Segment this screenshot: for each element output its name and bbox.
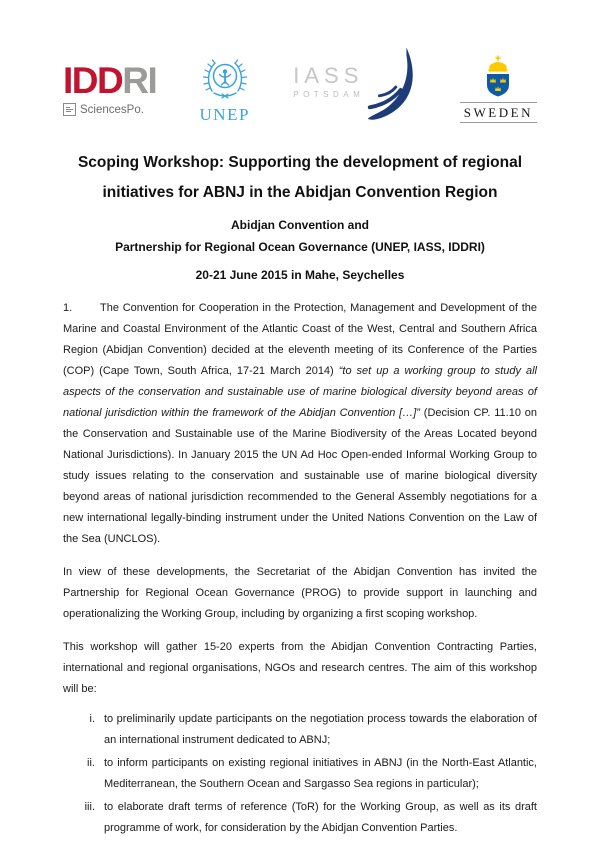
iddri-logo [63, 62, 156, 116]
unep-logo [198, 55, 252, 123]
paragraph-1-quote: “to set up a working group to study all aspects of the conservation and sustainable use of marine biological diversity beyond areas of national jurisdiction within the framework of the Abidjan Convention […]” [63, 365, 537, 419]
paragraph-3: This workshop will gather 15-20 experts from the Abidjan Convention Contracting Parties, international and regional organisations, NGOs and research centres. The aim of this workshop will be: [63, 641, 537, 695]
page-title-line2: initiatives for ABNJ in the Abidjan Convention Region [102, 184, 498, 201]
page-title [63, 148, 537, 208]
paragraph-1 [63, 298, 537, 550]
iass-wave-icon [364, 47, 418, 131]
unep-emblem-icon [198, 55, 252, 105]
iddri-wordmark-gray: RI [122, 60, 157, 101]
subtitle [63, 214, 537, 258]
logo-row [63, 46, 537, 132]
iass-logo [293, 47, 418, 131]
iass-wordmark: IASS [293, 63, 364, 88]
paragraph-1-text-after: (Decision CP. 11.10 on the Conservation and Sustainable use of the Marine Biodiversity of the Areas Located beyond National Jurisdictions). In January 2015 the UN Ad Hoc Open-ended Informal Working Group to study issues relating to the conservation and sustainable use of marine biological diversity beyond areas of national jurisdiction recommended to the General Assembly negotiations for a new international legally-binding instrument under the United Nations Convention on the Law of the Sea (UNCLOS). [63, 407, 538, 545]
iddri-wordmark-red: IDD [63, 60, 123, 101]
list-text-iii: to elaborate draft terms of reference (ToR) for the Working Group, as well as its draft programme of work, for consideration by the Abidjan Convention Parties. [104, 801, 537, 834]
list-text-ii: to inform participants on existing regional initiatives in ABNJ (in the North-East Atlantic, Mediterranean, the Southern Ocean and Sargasso Sea regions in particular); [104, 757, 537, 790]
sweden-crown-shield-icon [475, 55, 521, 99]
workshop-aim-item [63, 709, 537, 751]
date-location: 20-21 June 2015 in Mahe, Seychelles [195, 268, 405, 282]
sweden-wordmark: SWEDEN [460, 102, 537, 123]
sciencespo-row [63, 103, 144, 116]
sweden-logo [460, 55, 537, 123]
document-body [63, 298, 537, 839]
unep-wordmark: UNEP [199, 105, 250, 124]
workshop-aims-list [63, 709, 537, 839]
list-marker-iii: iii. [84, 801, 95, 813]
paragraph-1-text: The Convention for Cooperation in the Protection, Management and Development of the Marine and Coastal Environment of the Atlantic Coast of the West, Central and Southern Africa Region (Abidjan Convention) decided at the eleventh meeting of its Conference of the Parties (COP) (Cape Town, South Africa, 17-21 March 2014) [63, 302, 537, 377]
iddri-wordmark [63, 62, 156, 99]
workshop-aim-item [63, 797, 537, 839]
list-marker-i: i. [89, 713, 95, 725]
list-text-i: to preliminarily update participants on the negotiation process towards the elaboration of an international instrument dedicated to ABNJ; [104, 713, 537, 746]
page-title-line1: Scoping Workshop: Supporting the development of regional [77, 154, 523, 171]
sciencespo-label: SciencesPo. [80, 103, 144, 116]
subtitle-line2: Partnership for Regional Ocean Governance (UNEP, IASS, IDDRI) [115, 240, 485, 254]
iass-city-label: POTSDAM [293, 90, 365, 99]
sciencespo-icon [63, 103, 76, 116]
paragraph-1-number: 1. [63, 302, 73, 314]
iass-text-block [293, 65, 364, 99]
subtitle-line1: Abidjan Convention and [231, 218, 369, 232]
paragraph-2: In view of these developments, the Secretariat of the Abidjan Convention has invited the Partnership for Regional Ocean Governance (PROG) to provide support in launching and operationalizing the Working Group, including by organizing a first scoping workshop. [63, 566, 537, 620]
workshop-aim-item [63, 753, 537, 795]
list-marker-ii: ii. [87, 757, 95, 769]
